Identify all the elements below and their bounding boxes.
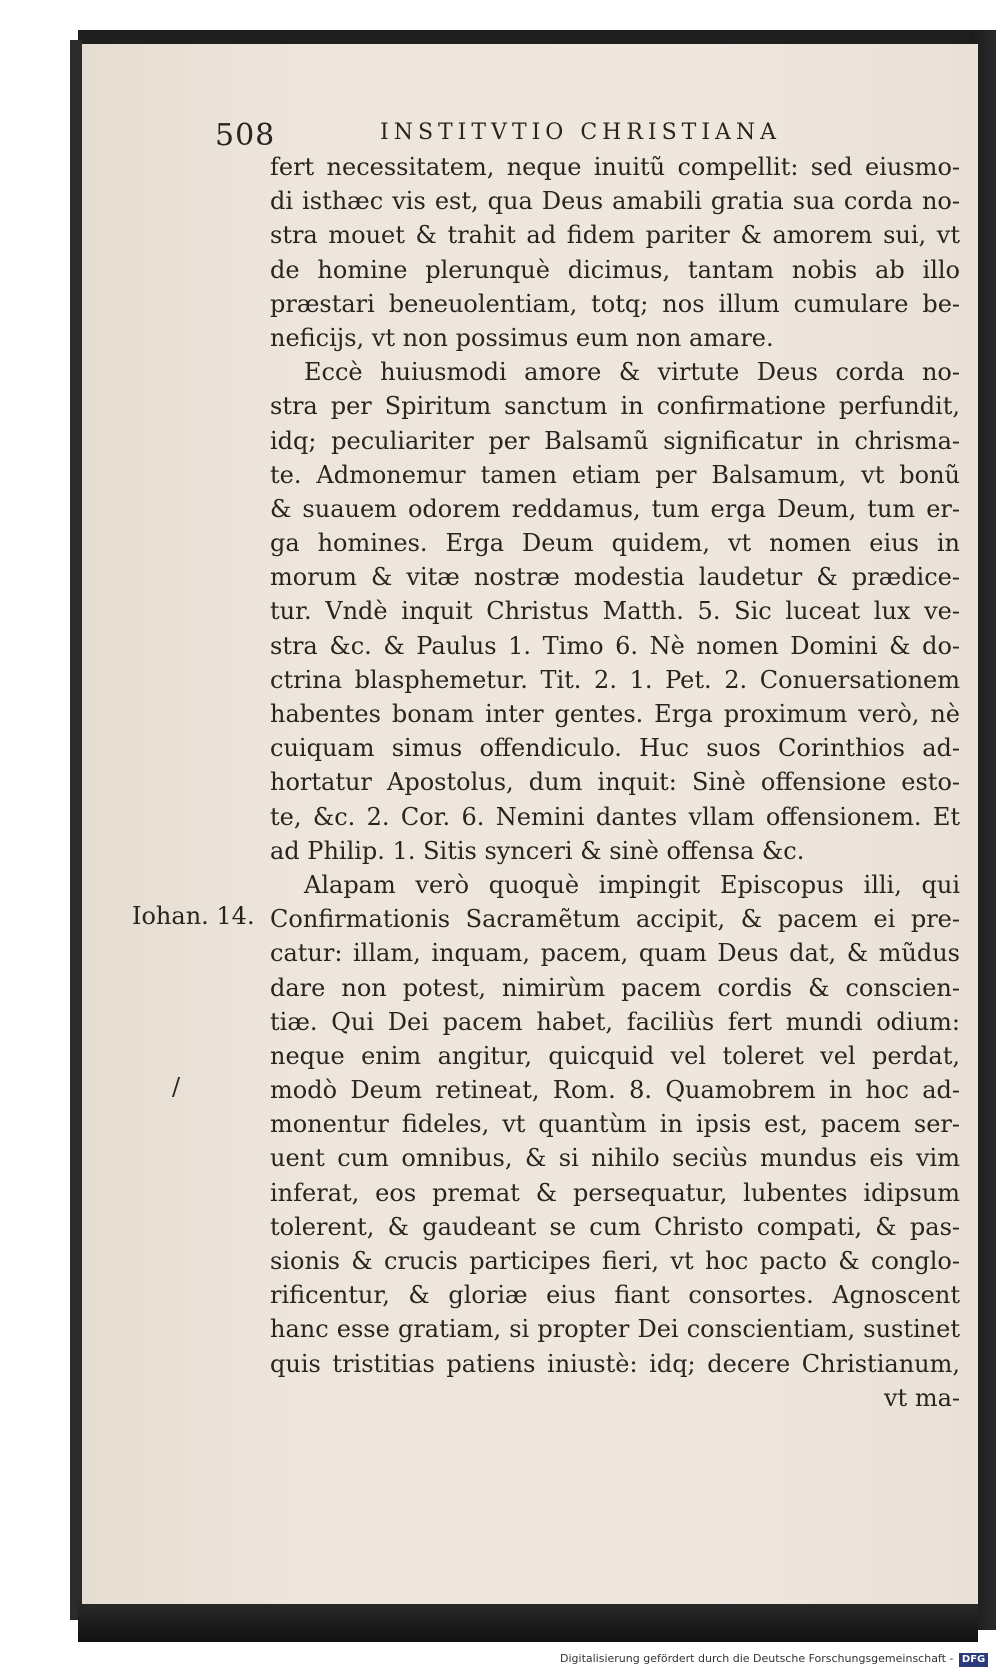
page-top-shadow: [78, 30, 978, 44]
page-number: 508: [215, 118, 276, 153]
digitization-credit: [560, 1652, 988, 1667]
text-line: morum & vitæ nostræ modestia laudetur & prædice-: [270, 563, 960, 592]
text-line: neque enim angitur, quicquid vel toleret vel perdat,: [270, 1041, 960, 1070]
page-bottom-shadow: [78, 1602, 978, 1642]
text-line: hanc esse gratiam, si propter Dei conscientiam, sustinet: [270, 1315, 960, 1344]
text-line: monentur fideles, vt quantùm in ipsis est, pacem ser-: [270, 1110, 960, 1139]
text-line: idq; peculiariter per Balsamũ significatur in chrisma-: [270, 426, 960, 455]
text-line: habentes bonam inter gentes. Erga proximum verò, nè: [270, 700, 960, 728]
text-line: tolerent, & gaudeant se cum Christo compati, & pas-: [270, 1212, 960, 1241]
text-line: Alapam verò quoquè impingit Episcopus illi, qui: [304, 870, 960, 899]
text-line: de homine plerunquè dicimus, tantam nobis ab illo: [270, 255, 960, 284]
text-line: tiæ. Qui Dei pacem habet, faciliùs fert mundi odium:: [270, 1007, 960, 1036]
text-line: quis tristitias patiens iniustè: idq; decere Christianum,: [270, 1349, 960, 1378]
text-line: stra per Spiritum sanctum in confirmatione perfundit,: [270, 392, 960, 421]
text-line: Eccè huiusmodi amore & virtute Deus corda no-: [304, 358, 960, 387]
text-line: modò Deum retineat, Rom. 8. Quamobrem in hoc ad-: [270, 1076, 960, 1105]
text-line: stra &c. & Paulus 1. Timo 6. Nè nomen Domini & do-: [270, 631, 960, 660]
page-left-shadow: [70, 40, 82, 1620]
credit-text: Digitalisierung gefördert durch die Deutsche Forschungsgemeinschaft -: [560, 1652, 954, 1665]
text-line: præstari beneuolentiam, totq; nos illum cumulare be-: [270, 289, 960, 318]
text-line: stra mouet & trahit ad fidem pariter & amorem sui, vt: [270, 221, 960, 250]
text-line: Confirmationis Sacramẽtum accipit, & pacem ei pre-: [270, 905, 960, 934]
text-line: ad Philip. 1. Sitis synceri & sinè offensa &c.: [270, 836, 805, 865]
text-line: hortatur Apostolus, dum inquit: Sinè offensione esto-: [270, 768, 960, 797]
text-line: sionis & crucis participes fieri, vt hoc pacto & conglo-: [270, 1247, 960, 1275]
text-line: di isthæc vis est, qua Deus amabili gratia sua corda no-: [270, 187, 960, 216]
text-line: te, &c. 2. Cor. 6. Nemini dantes vllam offensionem. Et: [270, 802, 960, 831]
text-line: neficijs, vt non possimus eum non amare.: [270, 323, 774, 352]
text-line: & suauem odorem reddamus, tum erga Deum, tum er-: [270, 494, 960, 523]
text-line: rificentur, & gloriæ eius fiant consortes. Agnoscent: [270, 1281, 960, 1310]
text-line: uent cum omnibus, & si nihilo seciùs mundus eis vim: [270, 1144, 960, 1173]
main-text: [270, 150, 960, 1415]
margin-note: /: [172, 1073, 181, 1102]
margin-note: Iohan. 14.: [132, 902, 255, 931]
text-line: inferat, eos premat & persequatur, lubentes idipsum: [270, 1178, 960, 1207]
text-line: tur. Vndè inquit Christus Matth. 5. Sic luceat lux ve-: [270, 597, 960, 626]
dfg-logo: DFG: [959, 1653, 988, 1667]
text-line: dare non potest, nimirùm pacem cordis & conscien-: [270, 973, 960, 1002]
text-line: catur: illam, inquam, pacem, quam Deus dat, & mũdus: [270, 939, 960, 968]
text-line: cuiquam simus offendiculo. Huc suos Corinthios ad-: [270, 734, 960, 763]
text-line: fert necessitatem, neque inuitũ compellit: sed eiusmo-: [270, 153, 960, 181]
running-title: INSTITVTIO CHRISTIANA: [380, 120, 782, 145]
text-line: ctrina blasphemetur. Tit. 2. 1. Pet. 2. Conuersationem: [270, 665, 960, 694]
text-line: te. Admonemur tamen etiam per Balsamum, vt bonũ: [270, 460, 960, 489]
catchword: vt ma-: [883, 1383, 960, 1412]
text-line: ga homines. Erga Deum quidem, vt nomen eius in: [270, 529, 960, 558]
